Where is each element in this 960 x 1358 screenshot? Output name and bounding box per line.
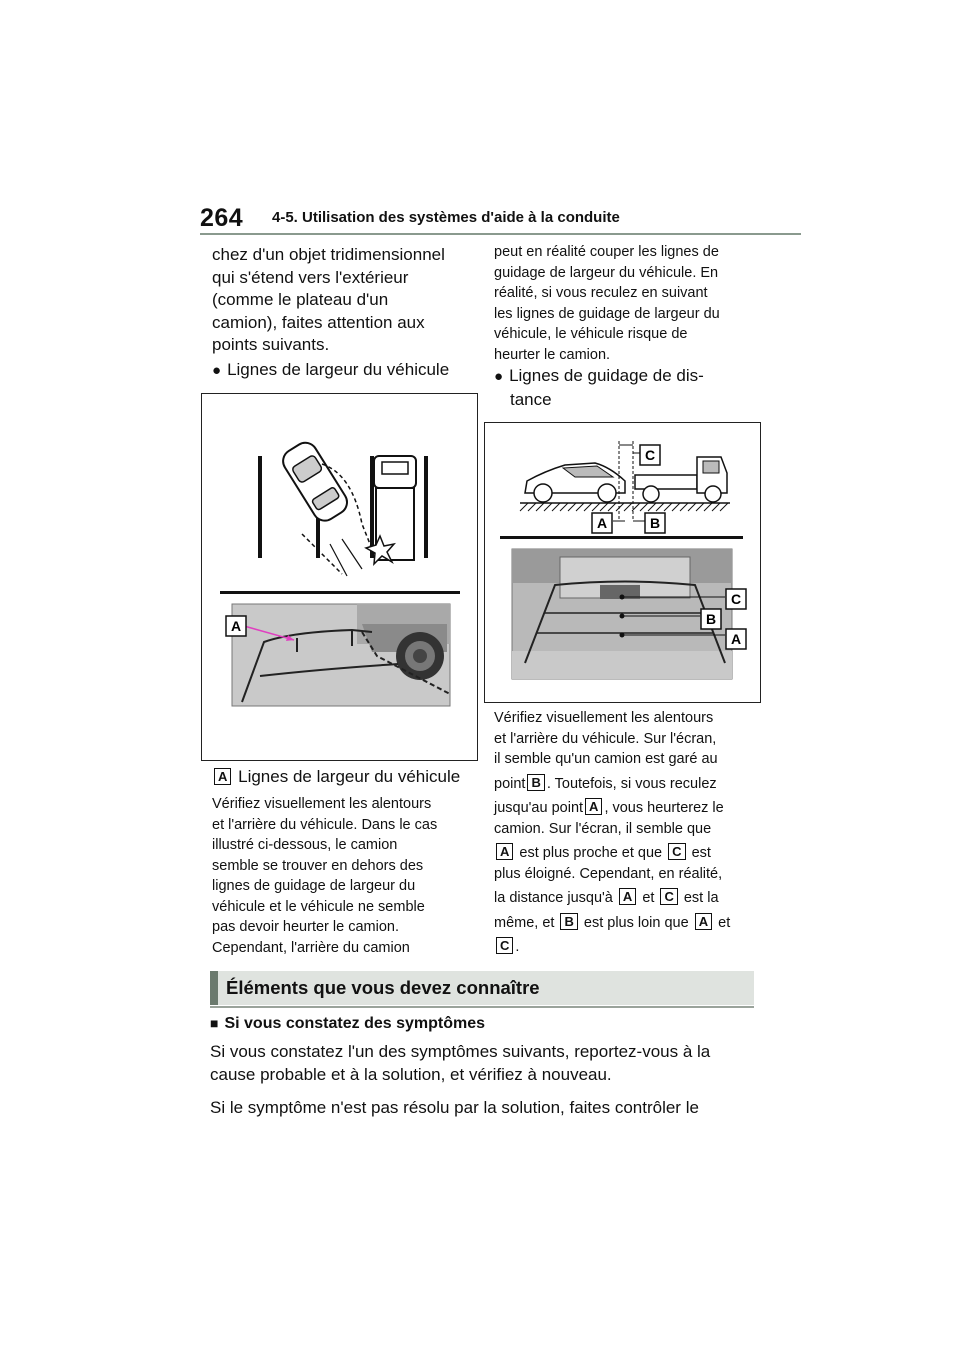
figure-label-c-bottom: C — [730, 591, 742, 607]
right-body: Vérifiez visuellement les alentours et l'arrière du véhicule. Sur l'écran, il semble qu'un camion est garé au point B . Toutefois, si vous reculez jusqu'au point A , vous heurterez le camion. Sur l'écran, il semble que A est plus proche et que C est plus éloigné. Cependant, en réalité, la distance jusqu'à A et C est la même, et B est plus loin que A et C . — [494, 710, 731, 955]
info-section-title: Éléments que vous devez connaître — [226, 977, 540, 998]
left-bullet-heading: ● Lignes de largeur du véhicule — [212, 359, 449, 383]
page-number: 264 — [200, 204, 244, 232]
info-section-header — [210, 971, 754, 1005]
inline-label-a: A — [619, 888, 636, 905]
figure-label-a-bottom: A — [730, 631, 742, 647]
section-title: 4-5. Utilisation des systèmes d'aide à la conduite — [272, 209, 620, 226]
figure-vehicle-width-svg — [202, 394, 477, 760]
inline-label-a: A — [496, 843, 513, 860]
caption-label-box: A — [214, 768, 231, 785]
inline-label-b: B — [560, 913, 577, 930]
figure-distance-svg — [485, 423, 760, 702]
left-figure-caption: A Lignes de largeur du véhicule — [212, 766, 460, 789]
info-paragraph-1: Si vous constatez l'un des symptômes suivants, reportez-vous à la cause probable et à la solution, et vérifiez à nouveau. — [210, 1042, 711, 1084]
sub-heading: ■ Si vous constatez des symptômes — [210, 1015, 485, 1033]
inline-label-c: C — [496, 937, 513, 954]
left-body: Vérifiez visuellement les alentours et l'arrière du véhicule. Dans le cas illustré ci-dessous, le camion semble se trouver en dehors des lignes de guidage de largeur du véhicule et le véhicule ne semble pas devoir heurter le camion. Cependant, l'arrière du camion — [212, 796, 438, 956]
figure-label-a-top: A — [596, 515, 608, 531]
inline-label-c: C — [660, 888, 677, 905]
inline-label-c: C — [668, 843, 685, 860]
inline-label-a: A — [585, 798, 602, 815]
figure-label-b-top: B — [649, 515, 661, 531]
inline-label-b: B — [527, 774, 544, 791]
figure-vehicle-width-lines — [201, 393, 478, 761]
right-bullet-heading: ● Lignes de guidage de dis- tance — [494, 365, 704, 411]
info-paragraph-2: Si le symptôme n'est pas résolu par la solution, faites contrôler le — [210, 1098, 699, 1117]
header-rule — [200, 233, 801, 235]
info-section-rule — [210, 1006, 754, 1008]
figure-distance-guide-lines — [484, 422, 761, 703]
inline-label-a: A — [695, 913, 712, 930]
figure-label-a: A — [230, 618, 242, 634]
figure-label-c-top: C — [644, 447, 656, 463]
figure-label-b-bottom: B — [705, 611, 717, 627]
right-intro: peut en réalité couper les lignes de guidage de largeur du véhicule. En réalité, si vous reculez en suivant les lignes de guidage de largeur du véhicule, le véhicule risque de heurter le camion. — [494, 244, 720, 363]
left-intro: chez d'un objet tridimensionnel qui s'étend vers l'extérieur (comme le plateau d'un camion), faites attention aux points suivants. — [212, 245, 445, 354]
